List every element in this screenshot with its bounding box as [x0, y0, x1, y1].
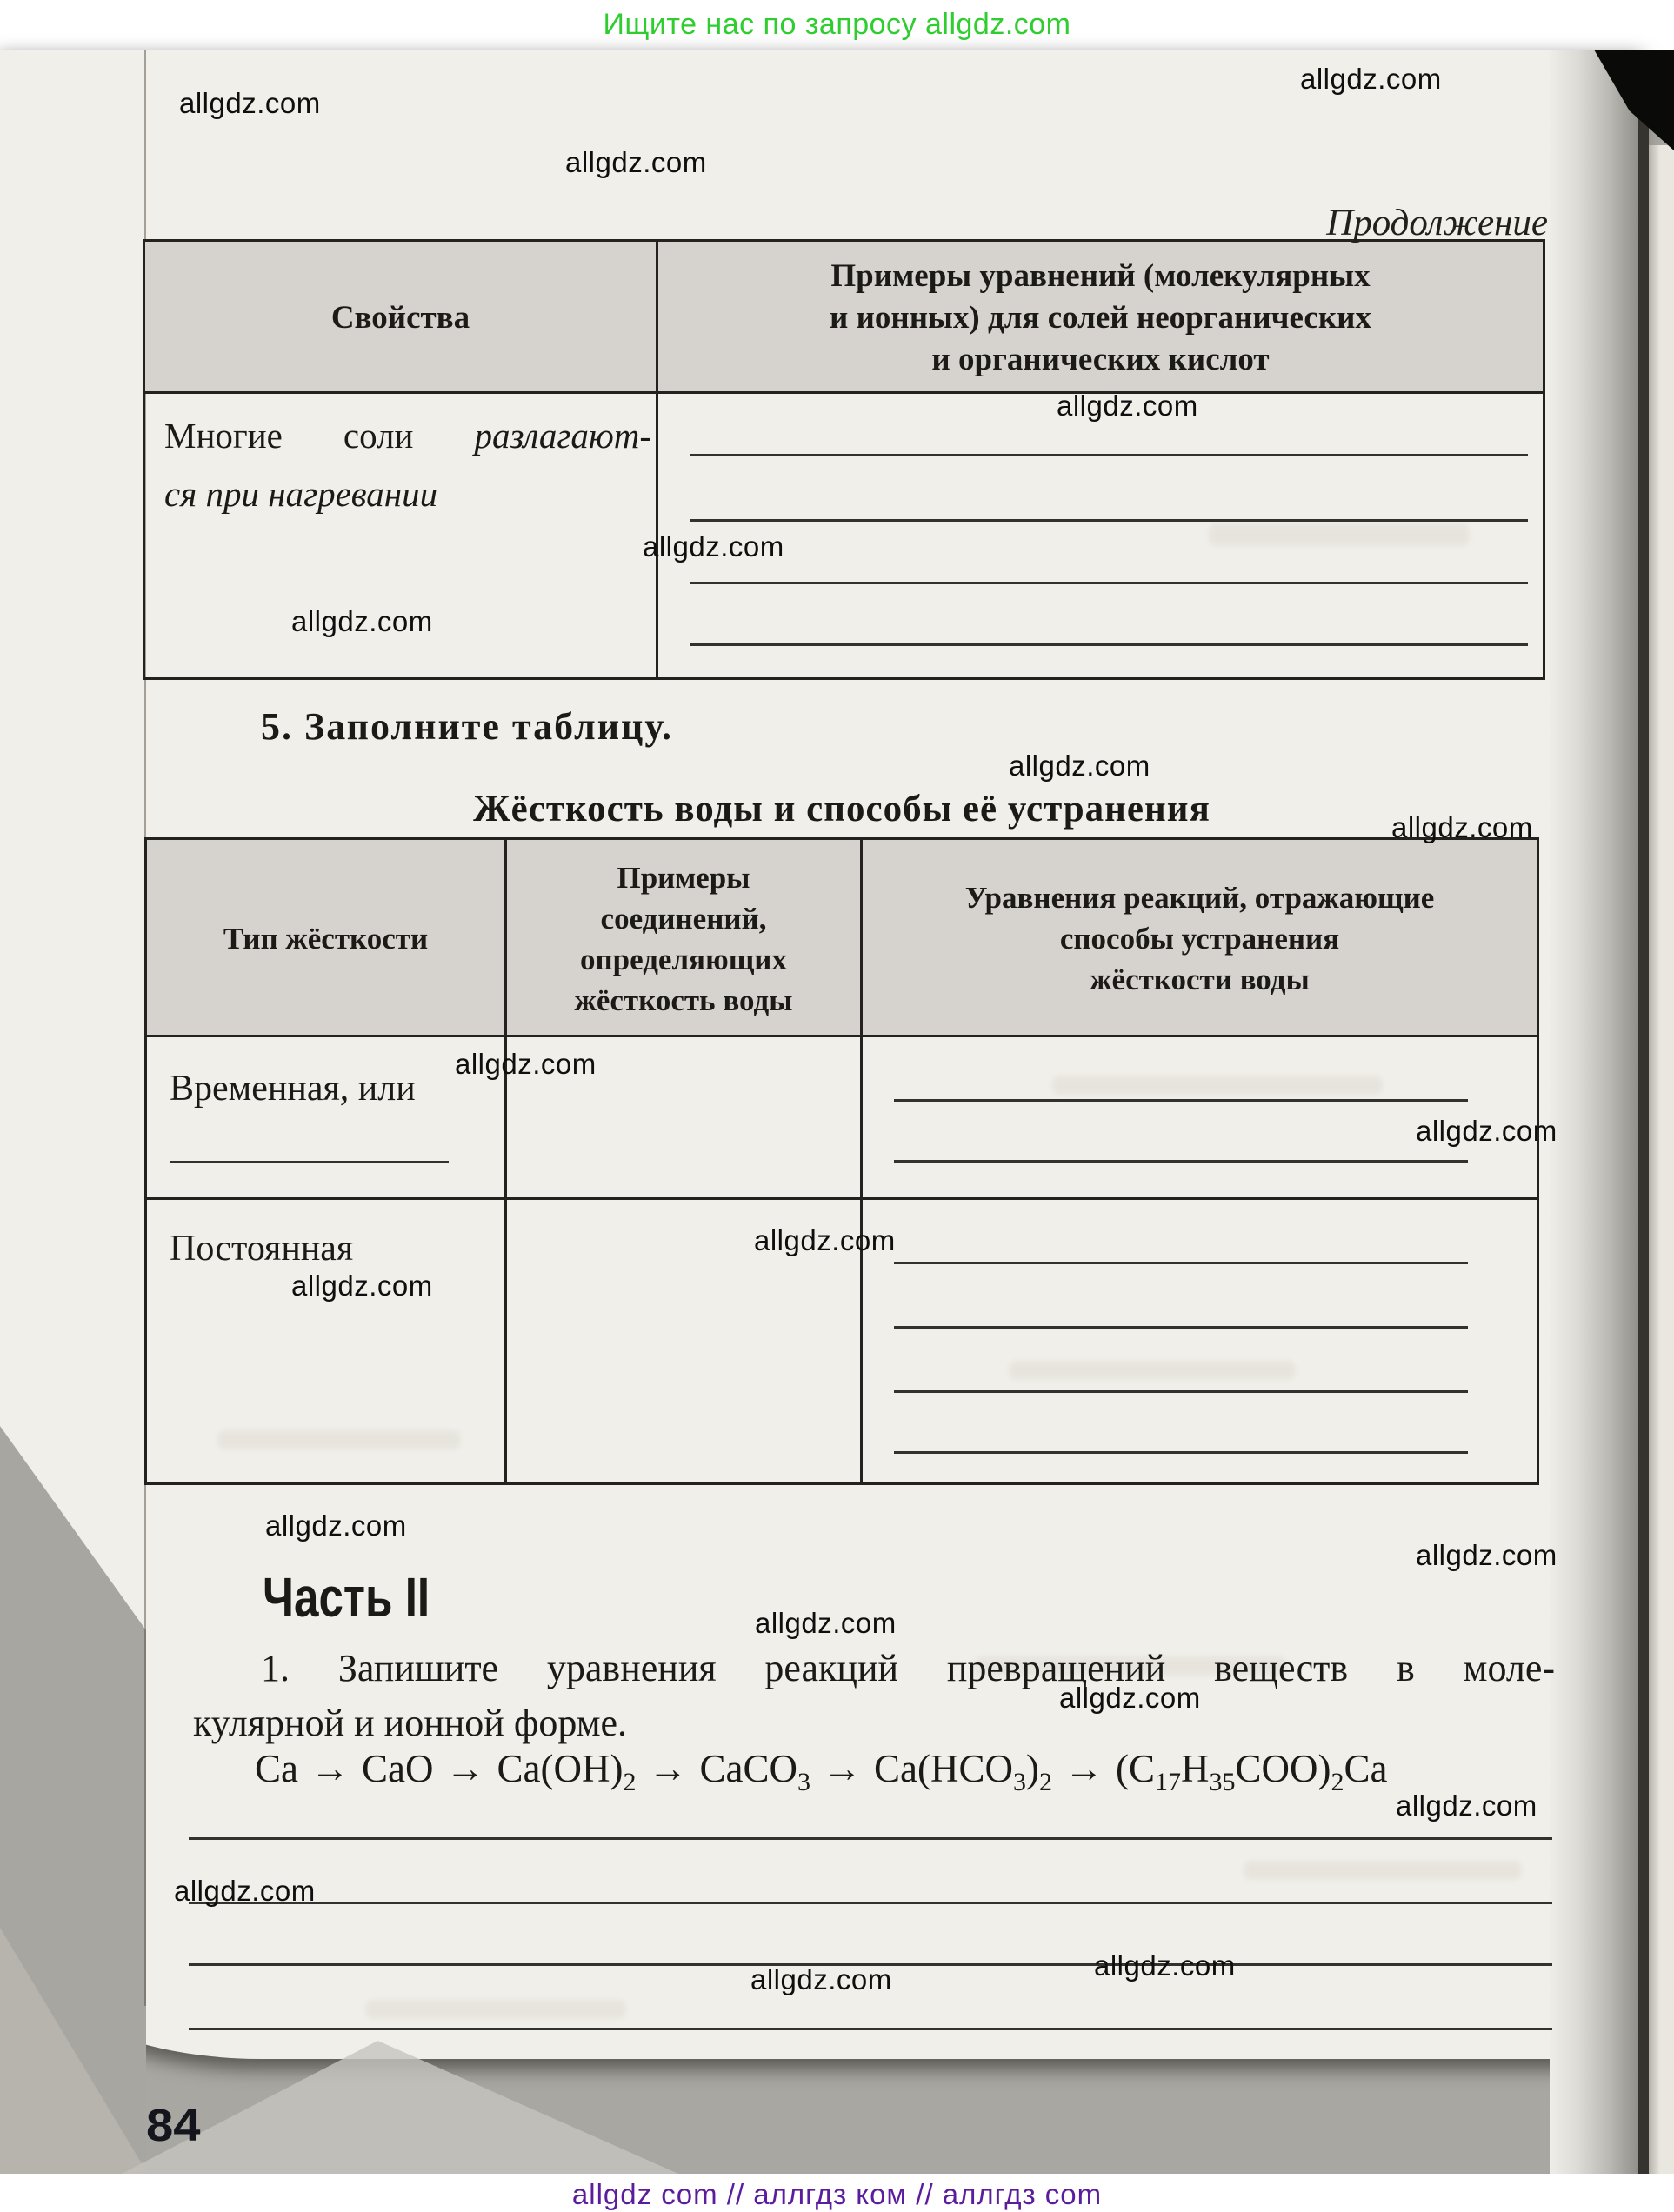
- table1-header-properties: Свойства: [330, 300, 470, 336]
- task5-label: 5. Заполните таблицу.: [261, 705, 673, 748]
- equation-token: 35: [1209, 1768, 1236, 1796]
- header-line: определяющих: [580, 942, 787, 976]
- watermark: allgdz.com: [1300, 63, 1442, 95]
- watermark: allgdz.com: [750, 1963, 892, 1995]
- equation-arrow: →: [822, 1747, 862, 1790]
- answer-line: [894, 1326, 1468, 1329]
- header-line: и органических кислот: [931, 341, 1270, 377]
- table2-header-equations: [863, 840, 1537, 1037]
- header-line: Уравнения реакций, отражающие: [964, 881, 1435, 915]
- equation-token: 3: [797, 1768, 810, 1796]
- watermark: allgdz.com: [174, 1875, 316, 1907]
- property-text: Многие соли: [164, 416, 414, 456]
- answer-line: [894, 1160, 1468, 1163]
- equation-token: 2: [1038, 1768, 1052, 1796]
- answer-line: [894, 1262, 1468, 1264]
- equation-token: 2: [623, 1768, 637, 1796]
- task1-text-line1: 1. Запишите уравнения реакций превращений веществ в моле-: [261, 1647, 1555, 1689]
- watermark: allgdz.com: [1059, 1682, 1201, 1714]
- watermark: allgdz.com: [455, 1048, 597, 1080]
- property-text-italic: разлагают-: [474, 416, 651, 456]
- part2-heading: Часть II: [263, 1566, 430, 1629]
- table1-header-examples: [658, 242, 1543, 394]
- equation-token: 17: [1154, 1768, 1181, 1796]
- header-line: жёсткость воды: [574, 983, 793, 1017]
- transformation-chain-equation: [255, 1746, 1388, 1796]
- watermark: allgdz.com: [1391, 811, 1533, 843]
- table2-row2-label: Постоянная: [170, 1229, 354, 1269]
- watermark: allgdz.com: [1416, 1539, 1557, 1571]
- watermark: allgdz.com: [643, 530, 784, 563]
- equation-token: Ca: [255, 1747, 298, 1790]
- table2-header-type: Тип жёсткости: [223, 922, 429, 956]
- answer-line: [894, 1451, 1468, 1454]
- equation-token: 2: [1331, 1768, 1344, 1796]
- equation-token: COO): [1235, 1747, 1331, 1790]
- binding-gap: [1638, 50, 1649, 2174]
- watermark: allgdz.com: [291, 605, 433, 637]
- answer-line: [189, 1837, 1552, 1840]
- page-curl-gradient: [1550, 50, 1640, 2174]
- ghost-text: [365, 2000, 626, 2019]
- watermark: allgdz.com: [1057, 390, 1198, 422]
- answer-line: [690, 454, 1528, 456]
- answer-line: [894, 1390, 1468, 1393]
- answer-line: [170, 1161, 449, 1163]
- watermark: allgdz.com: [1009, 750, 1150, 782]
- equation-arrow: →: [445, 1747, 485, 1790]
- task1-text-line2: кулярной и ионной форме.: [193, 1702, 628, 1744]
- equation-token: ): [1025, 1747, 1039, 1790]
- equation-arrow: →: [1064, 1747, 1104, 1790]
- watermark: allgdz.com: [565, 146, 707, 178]
- watermark: allgdz.com: [1416, 1115, 1557, 1147]
- water-hardness-table: [144, 837, 1539, 1485]
- equation-token: CaCO: [699, 1747, 797, 1790]
- continuation-label: Продолжение: [1326, 203, 1548, 243]
- answer-line: [189, 2028, 1552, 2030]
- bottom-banner: [0, 2174, 1674, 2212]
- table2-header-compounds: [507, 840, 860, 1037]
- answer-line: [189, 1902, 1552, 1904]
- header-line: способы устранения: [1059, 922, 1340, 956]
- equation-token: Ca: [1344, 1747, 1388, 1790]
- answer-line: [690, 582, 1528, 584]
- header-line: Примеры: [617, 860, 750, 895]
- watermark: allgdz.com: [179, 87, 321, 119]
- header-line: жёсткости воды: [1090, 963, 1310, 996]
- top-banner: [0, 0, 1674, 50]
- ghost-text: [1244, 1861, 1522, 1880]
- equation-arrow: →: [310, 1747, 350, 1790]
- table2-title: Жёсткость воды и способы её устранения: [473, 789, 1210, 830]
- equation-arrow: →: [648, 1747, 688, 1790]
- equation-token: H: [1180, 1747, 1210, 1790]
- bottom-banner-text: allgdz com // аллгдз ком // аллгдз com: [571, 2178, 1103, 2210]
- header-line: и ионных) для солей неорганических: [830, 299, 1371, 336]
- table2-row1-label: Временная, или: [170, 1069, 416, 1109]
- property-text-italic: ся при нагревании: [164, 474, 438, 514]
- header-line: Примеры уравнений (молекулярных: [830, 257, 1371, 294]
- watermark: allgdz.com: [1396, 1789, 1537, 1822]
- answer-line: [690, 643, 1528, 646]
- equation-token: CaO: [362, 1747, 434, 1790]
- watermark: allgdz.com: [755, 1607, 897, 1639]
- answer-line: [894, 1099, 1468, 1102]
- watermark: allgdz.com: [265, 1509, 407, 1542]
- desk-highlight-facet: [122, 2041, 678, 2174]
- equation-token: (C: [1115, 1747, 1155, 1790]
- watermark: allgdz.com: [754, 1224, 896, 1256]
- equation-token: Ca(HCO: [873, 1747, 1013, 1790]
- watermark: allgdz.com: [1094, 1949, 1236, 1982]
- watermark: allgdz.com: [291, 1269, 433, 1302]
- header-line: соединений,: [600, 901, 767, 936]
- page-number: 84: [146, 2101, 201, 2151]
- equation-token: 3: [1012, 1768, 1026, 1796]
- answer-line: [690, 519, 1528, 522]
- next-page-edge: [1649, 145, 1674, 2174]
- top-banner-text: Ищите нас по запросу allgdz.com: [603, 8, 1071, 41]
- table-row-divider: [147, 1197, 1537, 1200]
- equation-token: Ca(OH): [497, 1747, 624, 1790]
- table1-row-property: [164, 407, 651, 523]
